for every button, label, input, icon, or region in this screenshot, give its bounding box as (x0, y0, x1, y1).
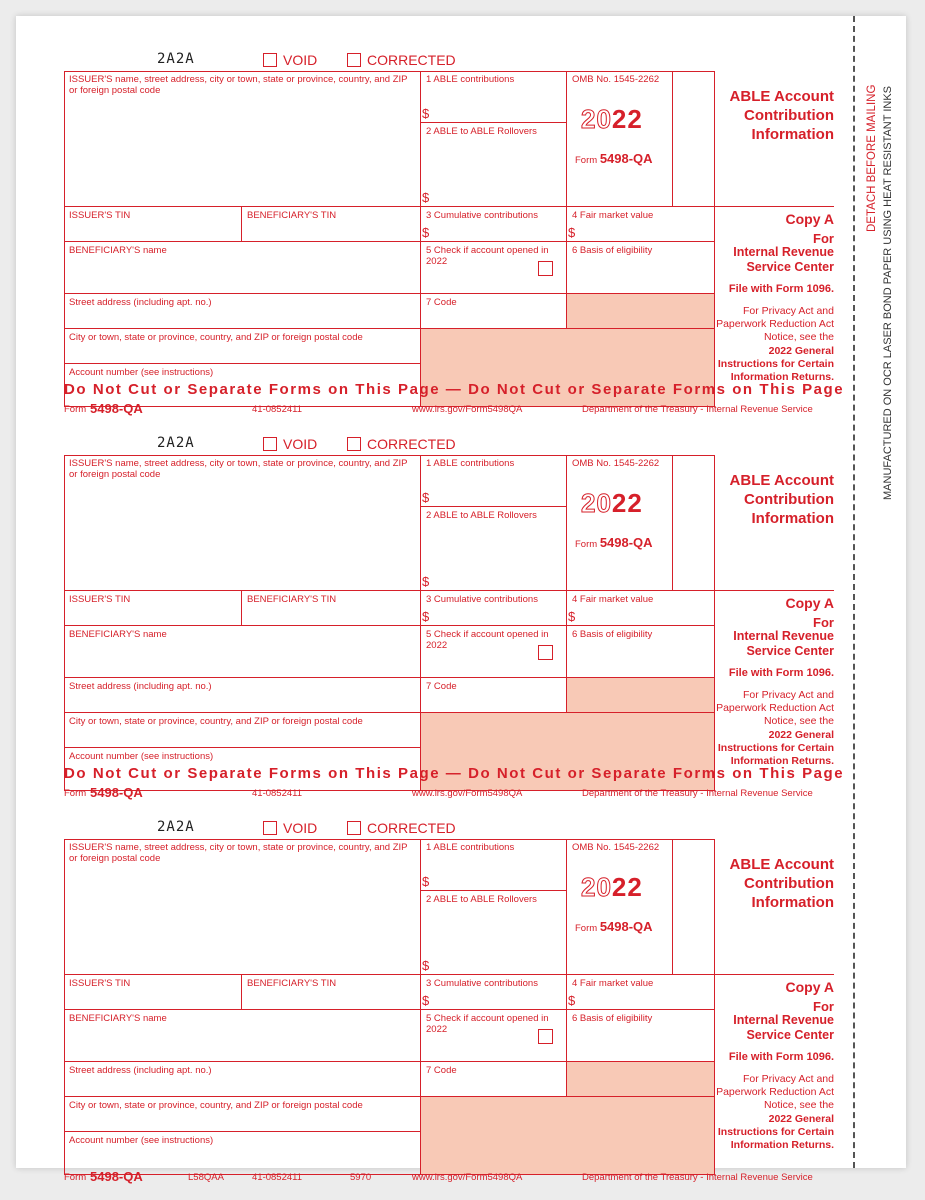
beneficiary-tin-box[interactable] (242, 207, 421, 242)
dollar-sign: $ (422, 574, 430, 589)
form-grid (64, 455, 834, 791)
corrected-label: CORRECTED (367, 820, 456, 836)
shaded-box-a (567, 1062, 715, 1097)
omb-number: OMB No. 1545-2262 (572, 458, 660, 469)
issuer-tin-label: ISSUER'S TIN (69, 210, 131, 221)
box5-label: 5 Check if account opened in 2022 (426, 1013, 549, 1035)
form-footer (64, 403, 834, 417)
footer-department: Department of the Treasury - Internal Revenue Service (582, 1172, 813, 1183)
issuer-label: ISSUER'S name, street address, city or town, state or province, country, and ZIP or foreign postal code (69, 458, 408, 480)
year-prefix: 20 (581, 104, 612, 134)
year-suffix: 22 (611, 104, 643, 134)
dollar-sign: $ (568, 225, 576, 240)
year-prefix: 20 (581, 872, 612, 902)
general-instructions: 2022 General Instructions for Certain Information Returns. (717, 1113, 834, 1151)
form-number: 5498-QA (599, 919, 653, 934)
footer-form-number: 5498-QA (90, 401, 143, 416)
issuer-tin-box[interactable] (64, 975, 242, 1010)
issuer-label: ISSUER'S name, street address, city or town, state or province, country, and ZIP or foreign postal code (69, 842, 408, 864)
form-header-line (64, 819, 564, 839)
form-name-label (575, 919, 653, 934)
issuer-tin-label: ISSUER'S TIN (69, 594, 131, 605)
shaded-box-a (567, 678, 715, 713)
box4-label: 4 Fair market value (572, 594, 654, 605)
footer-code: 41-0852411 (252, 1172, 303, 1183)
tax-year (581, 872, 643, 903)
box4-fair-market-value[interactable] (567, 207, 715, 242)
year-suffix: 22 (611, 488, 643, 518)
void-label: VOID (283, 52, 318, 68)
box2-able-rollovers[interactable] (421, 891, 567, 975)
beneficiary-name-label: BENEFICIARY'S name (69, 245, 167, 256)
void-checkbox[interactable] (263, 437, 277, 451)
corrected-label: CORRECTED (367, 52, 456, 68)
title-area (673, 71, 834, 207)
copy-for: For (813, 999, 834, 1014)
form-grid (64, 839, 834, 1175)
issuer-box[interactable] (64, 839, 421, 975)
footer-form-number: 5498-QA (90, 1169, 143, 1184)
box3-label: 3 Cumulative contributions (426, 594, 538, 605)
shaded-box-b (421, 1097, 715, 1175)
form-prefix: Form (575, 155, 598, 166)
copy-a: Copy A (785, 979, 834, 995)
city-label: City or town, state or province, country, and ZIP or foreign postal code (69, 716, 363, 727)
title-line-1: ABLE Account (729, 88, 834, 105)
street-address-box[interactable] (64, 678, 421, 713)
form-code-glyph: 2A2A (157, 819, 195, 835)
footer-form-number: 5498-QA (90, 785, 143, 800)
city-box[interactable] (64, 713, 421, 748)
title-area (673, 455, 834, 591)
copy-info (715, 591, 834, 791)
footer-department: Department of the Treasury - Internal Revenue Service (582, 404, 813, 415)
omb-year-box (567, 839, 673, 940)
copy-a: Copy A (785, 211, 834, 227)
beneficiary-tin-box[interactable] (242, 975, 421, 1010)
box3-label: 3 Cumulative contributions (426, 210, 538, 221)
dollar-sign: $ (568, 993, 576, 1008)
form-footer (64, 787, 834, 801)
beneficiary-tin-box[interactable] (242, 591, 421, 626)
beneficiary-tin-label: BENEFICIARY'S TIN (247, 210, 337, 221)
footer-code: 41-0852411 (252, 404, 303, 415)
omb-year-box-bottom (567, 172, 673, 207)
void-label: VOID (283, 436, 318, 452)
box2-label: 2 ABLE to ABLE Rollovers (426, 126, 537, 137)
dollar-sign: $ (422, 874, 430, 889)
form-grid (64, 71, 834, 407)
footer-url: www.irs.gov/Form5498QA (412, 788, 523, 799)
box5-account-opened (421, 1010, 567, 1062)
void-label: VOID (283, 820, 318, 836)
copy-irs: Internal Revenue Service Center (733, 1013, 834, 1042)
box1-label: 1 ABLE contributions (426, 842, 515, 853)
beneficiary-name-box[interactable] (64, 242, 421, 294)
title-line-2: Contribution (744, 107, 834, 124)
issuer-box[interactable] (64, 455, 421, 591)
box4-label: 4 Fair market value (572, 210, 654, 221)
title-area (673, 839, 834, 975)
dollar-sign: $ (422, 993, 430, 1008)
title-line-3: Information (751, 126, 834, 143)
form-name-label (575, 535, 653, 550)
box5-label: 5 Check if account opened in 2022 (426, 245, 549, 267)
title-line-1: ABLE Account (729, 856, 834, 873)
copy-info (715, 207, 834, 407)
corrected-label: CORRECTED (367, 436, 456, 452)
box2-label: 2 ABLE to ABLE Rollovers (426, 894, 537, 905)
issuer-tin-label: ISSUER'S TIN (69, 978, 131, 989)
form-title (730, 87, 834, 144)
void-checkbox[interactable] (263, 53, 277, 67)
box1-able-contributions[interactable] (421, 839, 567, 891)
omb-year-box-bottom (567, 940, 673, 975)
year-suffix: 22 (611, 872, 643, 902)
account-number-label: Account number (see instructions) (69, 751, 214, 762)
form-header-line (64, 435, 564, 455)
file-with: File with Form 1096. (728, 667, 834, 679)
box3-cumulative-contributions[interactable] (421, 975, 567, 1010)
form-title (730, 471, 834, 528)
omb-year-box-bottom (567, 556, 673, 591)
box7-label: 7 Code (426, 681, 457, 692)
dollar-sign: $ (422, 190, 430, 205)
title-line-2: Contribution (744, 491, 834, 508)
box5-checkbox[interactable] (538, 645, 553, 660)
box3-cumulative-contributions[interactable] (421, 207, 567, 242)
footer-extra-1: L58QAA (188, 1172, 224, 1183)
box5-checkbox[interactable] (538, 1029, 553, 1044)
copy-a: Copy A (785, 595, 834, 611)
form-number: 5498-QA (599, 151, 653, 166)
file-with: File with Form 1096. (728, 1051, 834, 1063)
form-copy (64, 51, 834, 421)
city-box[interactable] (64, 329, 421, 364)
omb-year-box (567, 455, 673, 556)
box1-able-contributions[interactable] (421, 455, 567, 507)
title-line-1: ABLE Account (729, 472, 834, 489)
file-with: File with Form 1096. (728, 283, 834, 295)
shaded-box-a (567, 294, 715, 329)
form-footer (64, 1171, 834, 1185)
form-copy (64, 819, 834, 1189)
form-prefix: Form (575, 923, 598, 934)
beneficiary-tin-label: BENEFICIARY'S TIN (247, 978, 337, 989)
box6-label: 6 Basis of eligibility (572, 245, 653, 256)
omb-year-box (567, 71, 673, 172)
form-copy (64, 435, 834, 805)
issuer-label: ISSUER'S name, street address, city or town, state or province, country, and ZIP or foreign postal code (69, 74, 408, 96)
dollar-sign: $ (422, 490, 430, 505)
privacy-notice: For Privacy Act and Paperwork Reduction Act Notice, see the (716, 689, 834, 727)
void-checkbox[interactable] (263, 821, 277, 835)
street-address-box[interactable] (64, 294, 421, 329)
omb-number: OMB No. 1545-2262 (572, 74, 660, 85)
copy-irs: Internal Revenue Service Center (733, 629, 834, 658)
account-number-label: Account number (see instructions) (69, 367, 214, 378)
box2-able-rollovers[interactable] (421, 507, 567, 591)
box5-account-opened (421, 242, 567, 294)
box5-label: 5 Check if account opened in 2022 (426, 629, 549, 651)
omb-number: OMB No. 1545-2262 (572, 842, 660, 853)
beneficiary-name-label: BENEFICIARY'S name (69, 1013, 167, 1024)
account-number-label: Account number (see instructions) (69, 1135, 214, 1146)
form-name-label (575, 151, 653, 166)
footer-url: www.irs.gov/Form5498QA (412, 1172, 523, 1183)
box4-label: 4 Fair market value (572, 978, 654, 989)
city-label: City or town, state or province, country, and ZIP or foreign postal code (69, 1100, 363, 1111)
issuer-tin-box[interactable] (64, 591, 242, 626)
form-code-glyph: 2A2A (157, 435, 195, 451)
form-number: 5498-QA (599, 535, 653, 550)
form-title (730, 855, 834, 912)
privacy-notice: For Privacy Act and Paperwork Reduction Act Notice, see the (716, 305, 834, 343)
footer-form-prefix: Form (64, 404, 87, 415)
city-box[interactable] (64, 1097, 421, 1132)
copy-for: For (813, 615, 834, 630)
beneficiary-tin-label: BENEFICIARY'S TIN (247, 594, 337, 605)
copy-irs: Internal Revenue Service Center (733, 245, 834, 274)
tax-year (581, 104, 643, 135)
box7-label: 7 Code (426, 297, 457, 308)
footer-form-prefix: Form (64, 788, 87, 799)
copy-info (715, 975, 834, 1175)
footer-department: Department of the Treasury - Internal Revenue Service (582, 788, 813, 799)
tax-year (581, 488, 643, 519)
footer-url: www.irs.gov/Form5498QA (412, 404, 523, 415)
issuer-tin-box[interactable] (64, 207, 242, 242)
box3-cumulative-contributions[interactable] (421, 591, 567, 626)
city-label: City or town, state or province, country, and ZIP or foreign postal code (69, 332, 363, 343)
box1-able-contributions[interactable] (421, 71, 567, 123)
box6-basis-of-eligibility[interactable] (567, 1010, 715, 1062)
warning-line-1: Do Not Cut or Separate Forms on This Page — Do Not Cut or Separate Forms on This Page (64, 381, 845, 398)
copy-for: For (813, 231, 834, 246)
issuer-box[interactable] (64, 71, 421, 207)
street-address-label: Street address (including apt. no.) (69, 681, 212, 692)
box4-fair-market-value[interactable] (567, 975, 715, 1010)
footer-form-prefix: Form (64, 1172, 87, 1183)
box7-label: 7 Code (426, 1065, 457, 1076)
form-code-glyph: 2A2A (157, 51, 195, 67)
box1-label: 1 ABLE contributions (426, 74, 515, 85)
year-prefix: 20 (581, 488, 612, 518)
box5-account-opened (421, 626, 567, 678)
box7-code[interactable] (421, 678, 567, 713)
title-line-3: Information (751, 894, 834, 911)
detach-text: DETACH BEFORE MAILING (866, 84, 878, 232)
corrected-checkbox[interactable] (347, 437, 361, 451)
beneficiary-name-box[interactable] (64, 1010, 421, 1062)
form-header-line (64, 51, 564, 71)
title-line-2: Contribution (744, 875, 834, 892)
warning-line-2: Do Not Cut or Separate Forms on This Page — Do Not Cut or Separate Forms on This Page (64, 765, 845, 782)
corrected-checkbox[interactable] (347, 53, 361, 67)
box6-basis-of-eligibility[interactable] (567, 242, 715, 294)
box6-label: 6 Basis of eligibility (572, 1013, 653, 1024)
street-address-label: Street address (including apt. no.) (69, 297, 212, 308)
beneficiary-name-label: BENEFICIARY'S name (69, 629, 167, 640)
box2-able-rollovers[interactable] (421, 123, 567, 207)
box5-checkbox[interactable] (538, 261, 553, 276)
general-instructions: 2022 General Instructions for Certain Information Returns. (717, 729, 834, 767)
footer-extra-2: 5970 (350, 1172, 372, 1183)
privacy-notice: For Privacy Act and Paperwork Reduction Act Notice, see the (716, 1073, 834, 1111)
dollar-sign: $ (568, 609, 576, 624)
box6-label: 6 Basis of eligibility (572, 629, 653, 640)
dollar-sign: $ (422, 225, 430, 240)
box6-basis-of-eligibility[interactable] (567, 626, 715, 678)
box2-label: 2 ABLE to ABLE Rollovers (426, 510, 537, 521)
dollar-sign: $ (422, 958, 430, 973)
general-instructions: 2022 General Instructions for Certain Information Returns. (717, 345, 834, 383)
street-address-box[interactable] (64, 1062, 421, 1097)
box7-code[interactable] (421, 1062, 567, 1097)
box7-code[interactable] (421, 294, 567, 329)
box4-fair-market-value[interactable] (567, 591, 715, 626)
dollar-sign: $ (422, 609, 430, 624)
street-address-label: Street address (including apt. no.) (69, 1065, 212, 1076)
detach-perforation (853, 16, 855, 1168)
footer-code: 41-0852411 (252, 788, 303, 799)
beneficiary-name-box[interactable] (64, 626, 421, 678)
box1-label: 1 ABLE contributions (426, 458, 515, 469)
manufactured-text: MANUFACTURED ON OCR LASER BOND PAPER USING HEAT RESISTANT INKS (882, 86, 894, 500)
box3-label: 3 Cumulative contributions (426, 978, 538, 989)
corrected-checkbox[interactable] (347, 821, 361, 835)
dollar-sign: $ (422, 106, 430, 121)
title-line-3: Information (751, 510, 834, 527)
form-prefix: Form (575, 539, 598, 550)
